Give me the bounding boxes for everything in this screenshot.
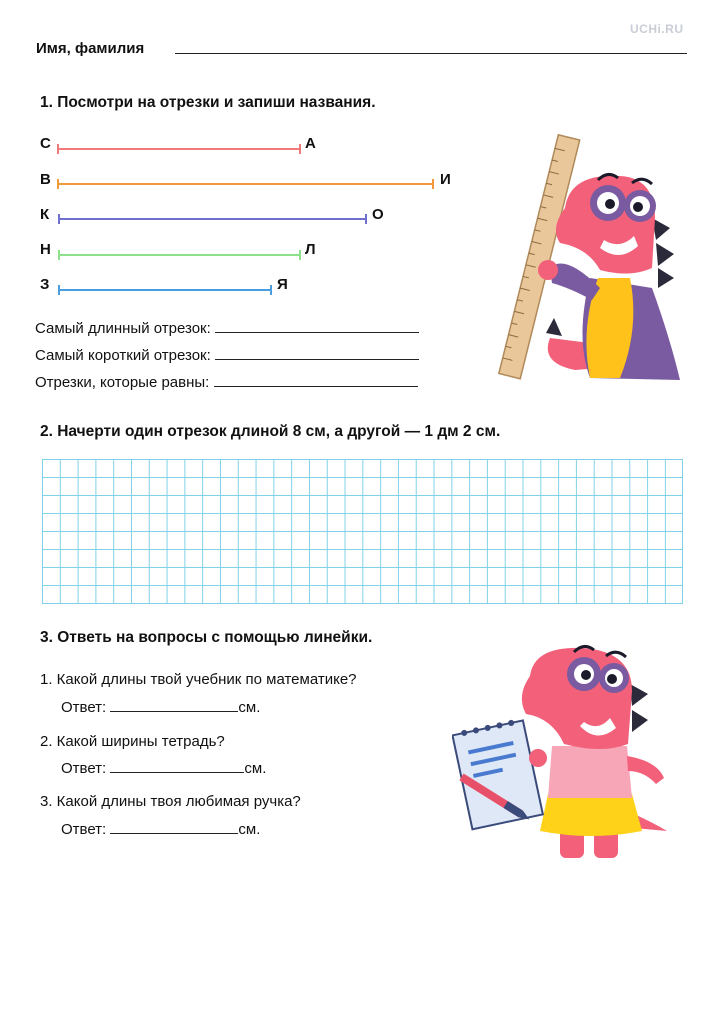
- answer-1-blank[interactable]: [110, 697, 238, 712]
- dino-notepad-illustration: [452, 626, 682, 866]
- segment-label-start: З: [40, 276, 50, 293]
- brand-logo: UCHi.RU: [630, 22, 684, 36]
- question-3-text: 3. Какой длины твоя любимая ручка?: [40, 793, 301, 810]
- answer-3-blank[interactable]: [110, 819, 238, 834]
- name-input-line[interactable]: [175, 53, 687, 54]
- dino-ruler-illustration: [480, 128, 695, 388]
- answer-1-unit: см.: [238, 699, 261, 716]
- segment-label-end: Л: [305, 241, 316, 258]
- question-longest: [35, 318, 419, 337]
- segment-label-start: В: [40, 171, 51, 188]
- segment-label-start: Н: [40, 241, 51, 258]
- question-longest-label: Самый длинный отрезок:: [35, 320, 211, 337]
- answer-3-unit: см.: [238, 821, 261, 838]
- answer-2-label: Ответ:: [61, 760, 107, 777]
- segment-label-end: А: [305, 135, 316, 152]
- question-equal-label: Отрезки, которые равны:: [35, 374, 210, 391]
- answer-2: [61, 758, 266, 777]
- question-equal: [35, 372, 418, 391]
- segment-vi: [57, 183, 434, 185]
- segment-label-start: К: [40, 206, 50, 223]
- segment-ko: [58, 218, 367, 220]
- name-label: Имя, фамилия: [36, 40, 145, 57]
- question-1-text: 1. Какой длины твой учебник по математике?: [40, 671, 357, 688]
- question-2-text: 2. Какой ширины тетрадь?: [40, 733, 225, 750]
- answer-longest-blank[interactable]: [215, 318, 419, 333]
- segment-label-end: О: [372, 206, 384, 223]
- drawing-grid[interactable]: [42, 459, 683, 604]
- answer-1-label: Ответ:: [61, 699, 107, 716]
- segment-label-end: И: [440, 171, 451, 188]
- segment-label-start: С: [40, 135, 51, 152]
- segment-label-end: Я: [277, 276, 288, 293]
- answer-3-label: Ответ:: [61, 821, 107, 838]
- answer-equal-blank[interactable]: [214, 372, 418, 387]
- segment-nl: [58, 254, 301, 256]
- segment-zya: [58, 289, 272, 291]
- answer-2-blank[interactable]: [110, 758, 244, 773]
- question-shortest: [35, 345, 419, 364]
- answer-shortest-blank[interactable]: [215, 345, 419, 360]
- question-shortest-label: Самый короткий отрезок:: [35, 347, 211, 364]
- task2-title: 2. Начерти один отрезок длиной 8 см, а другой — 1 дм 2 см.: [40, 423, 501, 440]
- answer-1: [61, 697, 260, 716]
- answer-2-unit: см.: [244, 760, 267, 777]
- segment-ca: [57, 148, 301, 150]
- answer-3: [61, 819, 260, 838]
- task1-title: 1. Посмотри на отрезки и запиши названия.: [40, 94, 376, 111]
- task3-title: 3. Ответь на вопросы с помощью линейки.: [40, 629, 373, 646]
